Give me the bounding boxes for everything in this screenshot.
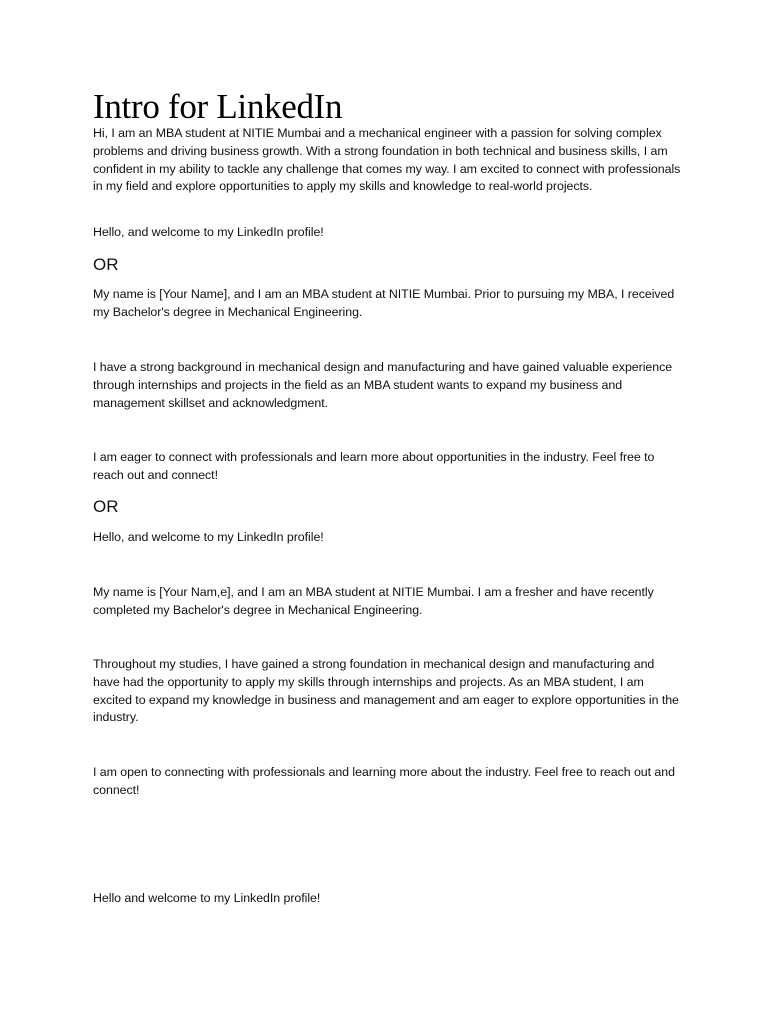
document-title: Intro for LinkedIn [93,87,343,126]
name-paragraph: My name is [Your Nam,e], and I am an MBA student at NITIE Mumbai. I am a fresher and have recently completed my Bachelor's degree in Mechanical Engineering. [93,585,654,617]
studies-paragraph: Throughout my studies, I have gained a strong foundation in mechanical design and manufacturing and have had the opportunity to apply my skills through internships and projects. As an MBA student, I am excited to expand my knowledge in business and management and am eager to explore opportunities in the industry. [93,657,679,725]
greeting-paragraph: Hello, and welcome to my LinkedIn profile! [93,530,324,544]
greeting-paragraph: Hello, and welcome to my LinkedIn profile! [93,225,324,239]
name-paragraph: My name is [Your Name], and I am an MBA student at NITIE Mumbai. Prior to pursuing my MBA, I received my Bachelor's degree in Mechanical Engineering. [93,287,675,319]
connect-paragraph: I am eager to connect with professionals and learn more about opportunities in the industry. Feel free to reach out and connect! [93,450,655,482]
background-paragraph: I have a strong background in mechanical design and manufacturing and have gained valuable experience through internships and projects in the field as an MBA student wants to expand my business and management skillset and acknowledgment. [93,360,673,410]
connect-paragraph: I am open to connecting with professionals and learning more about the industry. Feel free to reach out and connect! [93,765,675,797]
or-separator: OR [93,497,119,516]
intro-paragraph: Hi, I am an MBA student at NITIE Mumbai and a mechanical engineer with a passion for solving complex problems and driving business growth. With a strong foundation in both technical and business skills, I am confident in my ability to tackle any challenge that comes my way. I am excited to connect with professionals in my field and explore opportunities to apply my skills and knowledge to real-world projects. [93,126,681,194]
or-separator: OR [93,255,119,274]
greeting-paragraph: Hello and welcome to my LinkedIn profile! [93,891,321,905]
